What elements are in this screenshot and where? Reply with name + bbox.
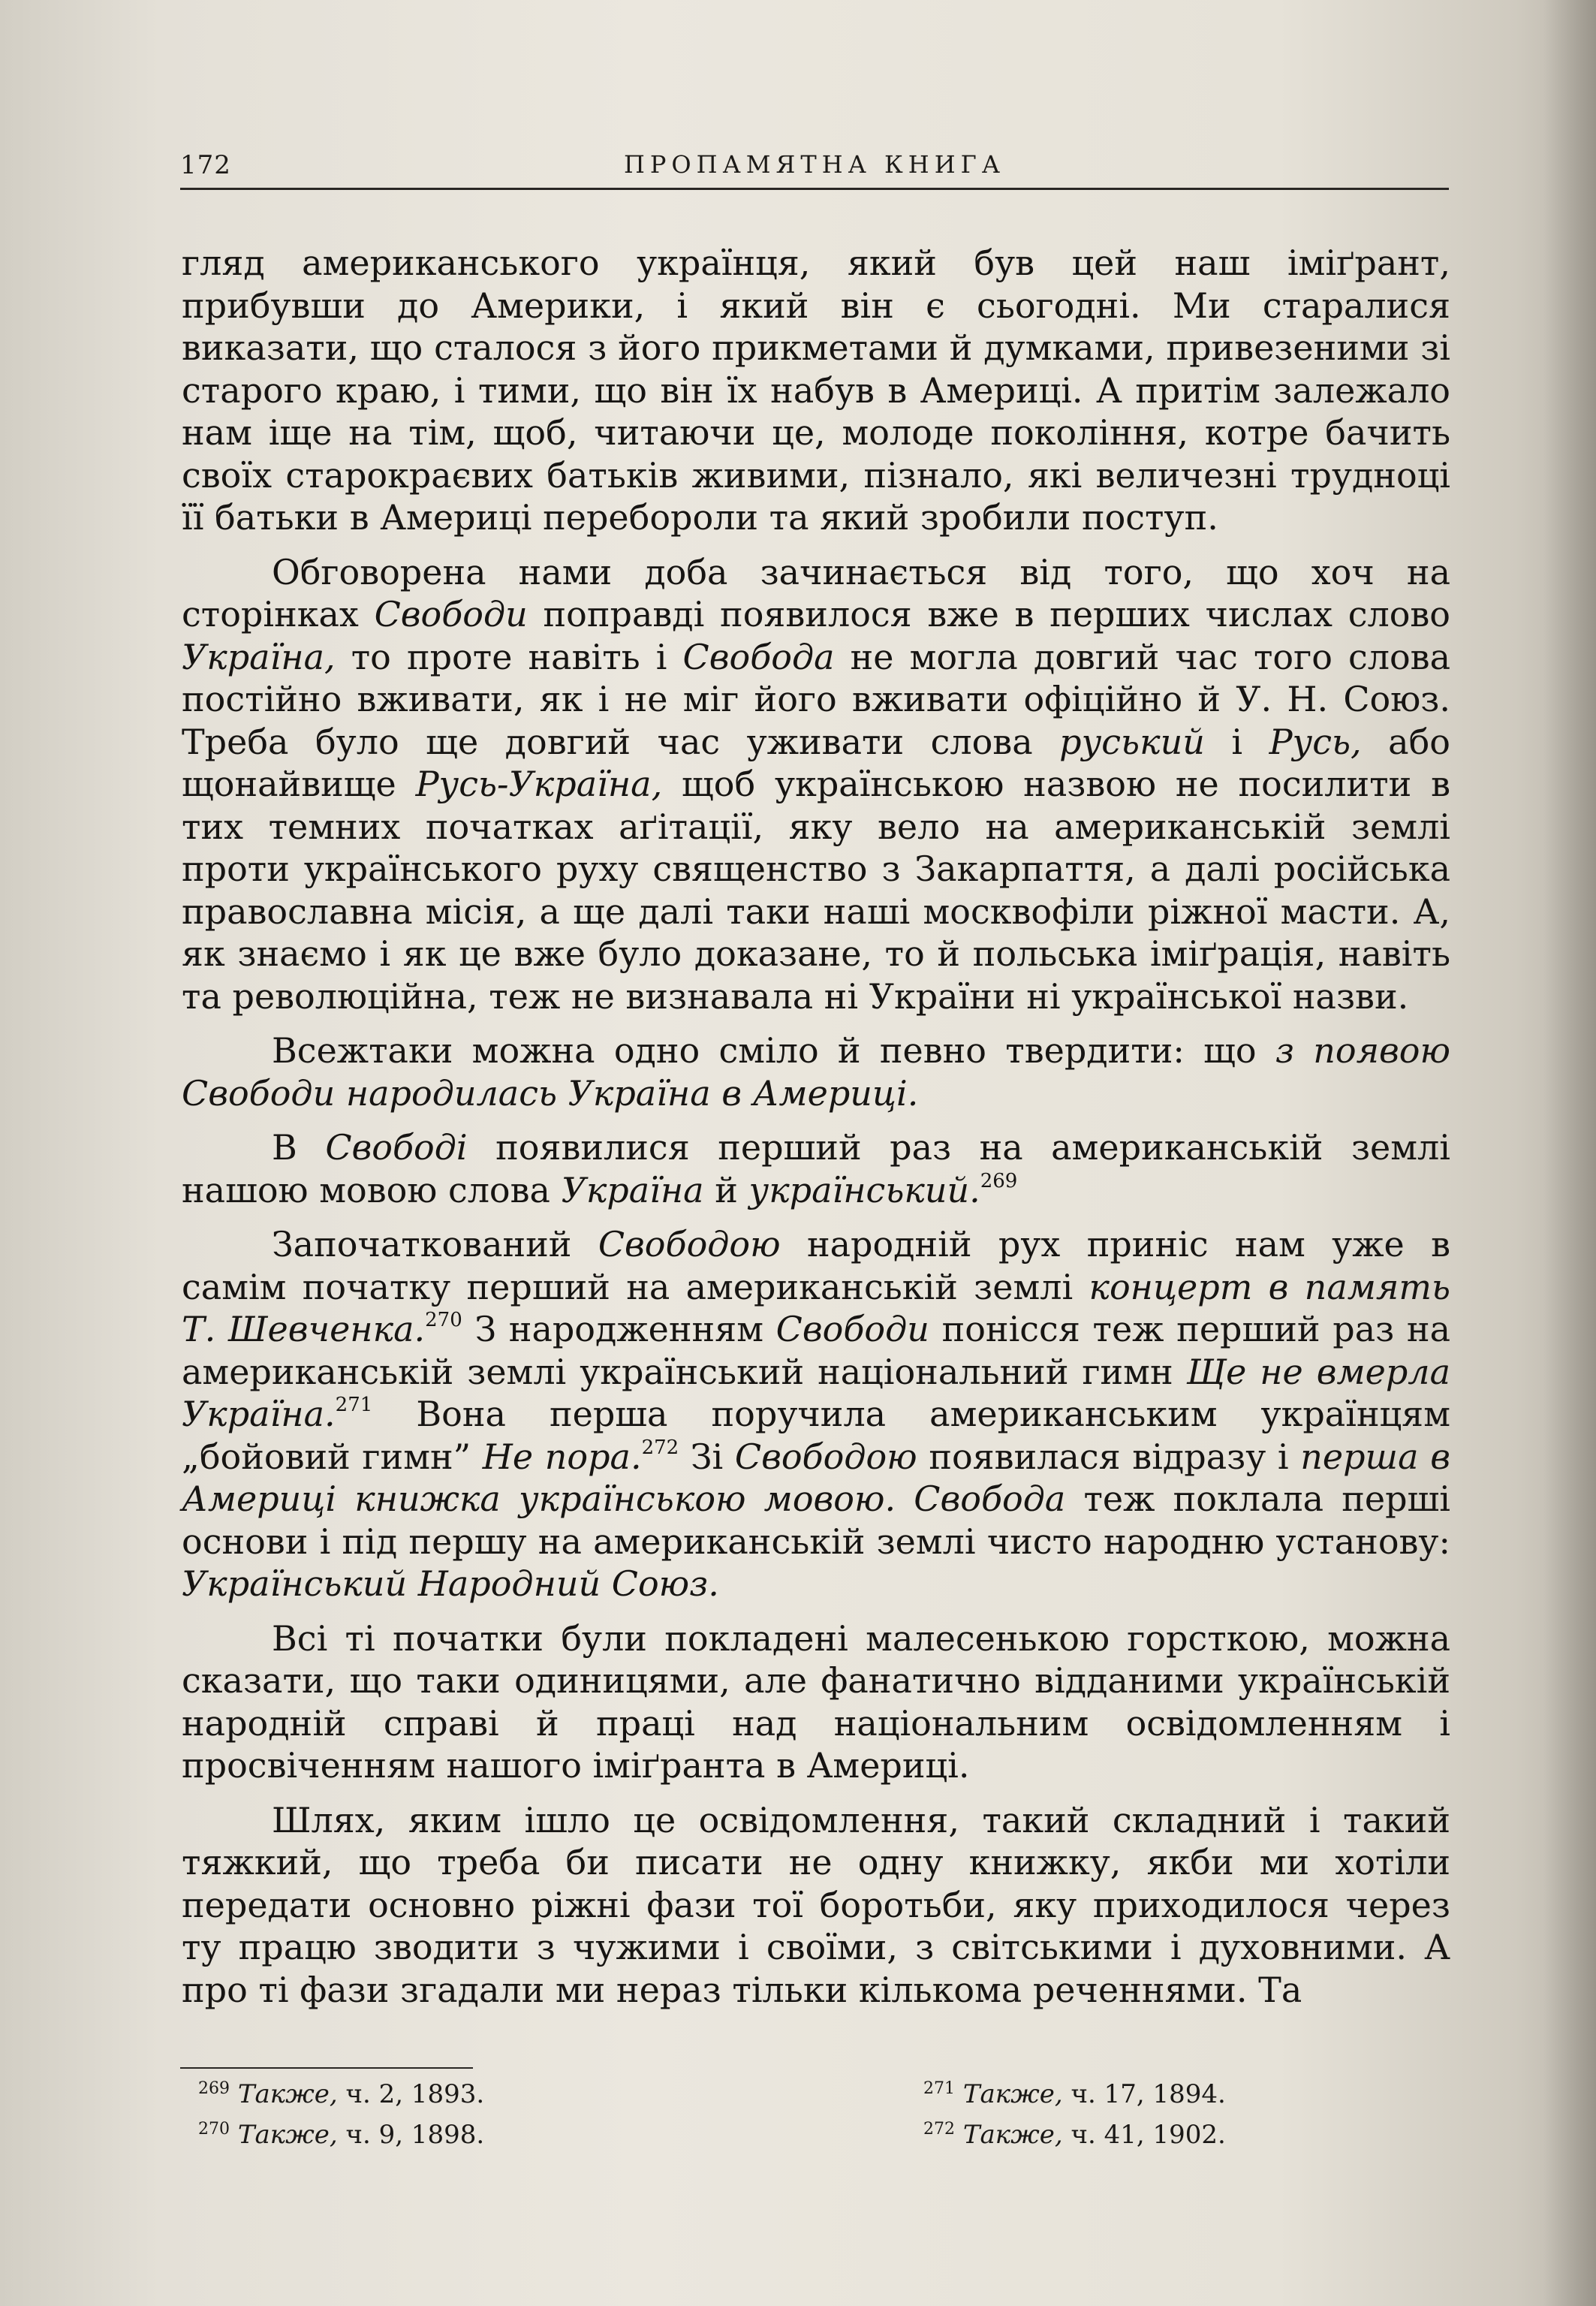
text-run: Обговорена нами доба зачинається від того, що хоч на сторінках [182,551,1450,635]
page-edge-shadow [1543,0,1596,2306]
footnote-ref-text: ч. 17, 1894. [1071,2079,1226,2109]
italic-run: руський [1059,721,1205,762]
italic-run: Свободи [775,1309,929,1349]
italic-run: Ще не вмерла Україна. [182,1351,1450,1434]
header-rule [180,188,1449,190]
text-run: поправді появилося вже в перших числах слово [527,594,1450,635]
footnote-number: 272 [923,2120,955,2139]
italic-run: Свободи [374,594,528,635]
footnote-ref: 269 [980,1169,1018,1192]
footnote-number: 271 [923,2079,955,2098]
text-run: понісся теж перший раз на американській землі український національний гимн [182,1309,1450,1392]
footnote-rule [180,2067,473,2069]
paragraph-6 [182,1617,1450,1787]
italic-run: Свободі [325,1127,468,1168]
footnote-source: Также, [237,2079,338,2109]
italic-run: Свобода [682,636,835,677]
text-run: Всі ті початки були покладені малесенькою горсткою, можна сказати, що таки одиницями, але фанатично відданими українській народній справі й праці над національним освідомленням і просвіченням нашого іміґранта в Америці. [182,1617,1450,1786]
text-run: народній рух приніс нам уже в самім початку перший на американській землі [182,1224,1451,1307]
text-run: Шлях, яким ішло це освідомлення, такий складний і такий тяжкий, що треба би писати не одну книжку, якби ми хотіли передати основно ріжні фази тої боротьби, яку приходилося через ту працю зводити з чужими і своїми, з світськими і духовними. А про ті фази згадали ми нераз тільки кількома реченнями. Та [182,1799,1450,2010]
running-title: ПРОПАМЯТНА КНИГА [623,150,1006,179]
text-run: теж поклала перші основи і під першу на американській землі чисто народню установу: [182,1479,1450,1562]
italic-run: концерт в память Т. Шевченка. [182,1266,1450,1349]
italic-run: Свободою [598,1224,781,1265]
italic-run: Свободою [734,1436,917,1477]
footnote-source: Также, [962,2079,1063,2109]
footnote-ref: 272 [641,1436,679,1459]
footnote-ref-text: ч. 41, 1902. [1071,2120,1226,2150]
italic-run: Русь-Україна, [415,764,663,804]
footnote-ref-text: ч. 2, 1893. [345,2079,485,2109]
italic-run: перша в Америці книжка українською мовою. [182,1436,1450,1519]
footnotes [180,2074,1449,2157]
italic-run: Не пора. [482,1436,642,1477]
page-header [180,150,1449,186]
text-run: не могла довгий час того слова постійно вживати, як і не міг його вживати офіційно й У. Н. Союз. Треба було ще довгий час уживати слова [182,636,1450,762]
footnote-column-right [923,2074,1226,2155]
footnote-271 [923,2074,1226,2115]
footnote-source: Также, [962,2120,1063,2150]
text-run [896,1479,914,1519]
text-run: Започаткований [272,1224,598,1265]
footnote-ref: 270 [425,1309,462,1331]
text-run: В [272,1127,326,1168]
footnote-number: 269 [198,2079,230,2098]
text-run: то проте навіть і [335,636,683,677]
italic-run: Свобода [914,1479,1066,1519]
italic-run: український. [748,1169,980,1210]
paragraph-7 [182,1799,1450,2012]
text-run: Вона перша поручила американським українцям „бойовий гимн” [182,1394,1450,1477]
paragraph-4 [182,1126,1450,1211]
page-number: 172 [180,150,231,180]
text-run: появилися перший раз на американській землі нашою мовою слова [182,1127,1450,1210]
text-run: З народженням [462,1309,776,1349]
paragraph-3 [182,1029,1450,1114]
footnote-269 [198,2074,484,2115]
text-run: Всежтаки можна одно сміло й певно твердити: що [272,1030,1275,1071]
footnote-number: 270 [198,2120,230,2139]
paragraph-1 [182,242,1450,539]
main-text [182,242,1450,2023]
footnote-column-left [198,2074,484,2155]
footnote-source: Также, [237,2120,338,2150]
footnote-ref: 271 [335,1394,373,1416]
paragraph-5 [182,1223,1450,1605]
footnote-ref-text: ч. 9, 1898. [345,2120,485,2150]
paragraph-2 [182,551,1450,1018]
text-run: появилася відразу і [917,1436,1301,1477]
text-run: й [703,1169,749,1210]
text-run: Зі [679,1436,735,1477]
italic-run: з появою Свободи народилась Україна в Америці. [182,1030,1450,1114]
text-run: щоб українською назвою не посилити в тих темних початках аґітації, яку вело на американській землі проти українського руху священство з Закарпаття, а далі російська православна місія, а ще далі таки наші москвофіли ріжної масти. А, як знаємо і як це вже було доказане, то й польська іміґрація, навіть та революційна, теж не визнавала ні України ні української назви. [182,764,1450,1017]
italic-run: Український Народний Союз. [182,1563,719,1604]
footnote-272 [923,2115,1226,2155]
italic-run: Русь, [1269,721,1362,762]
text-run: гляд американського українця, який був цей наш іміґрант, прибувши до Америки, і який він є сьогодні. Ми старалися виказати, що сталося з його прикметами й думками, привезеними зі старого краю, і тими, що він їх набув в Америці. А притім залежало нам іще на тім, щоб, читаючи це, молоде покоління, котре бачить своїх старокраєвих батьків живими, пізнало, які величезні трудноці її батьки в Америці перебороли та який зробили поступ. [182,243,1450,538]
text-run: і [1204,721,1269,762]
footnote-270 [198,2115,484,2155]
text-run: або щонайвище [182,721,1450,804]
italic-run: Україна [561,1169,704,1210]
italic-run: Україна, [182,636,336,677]
